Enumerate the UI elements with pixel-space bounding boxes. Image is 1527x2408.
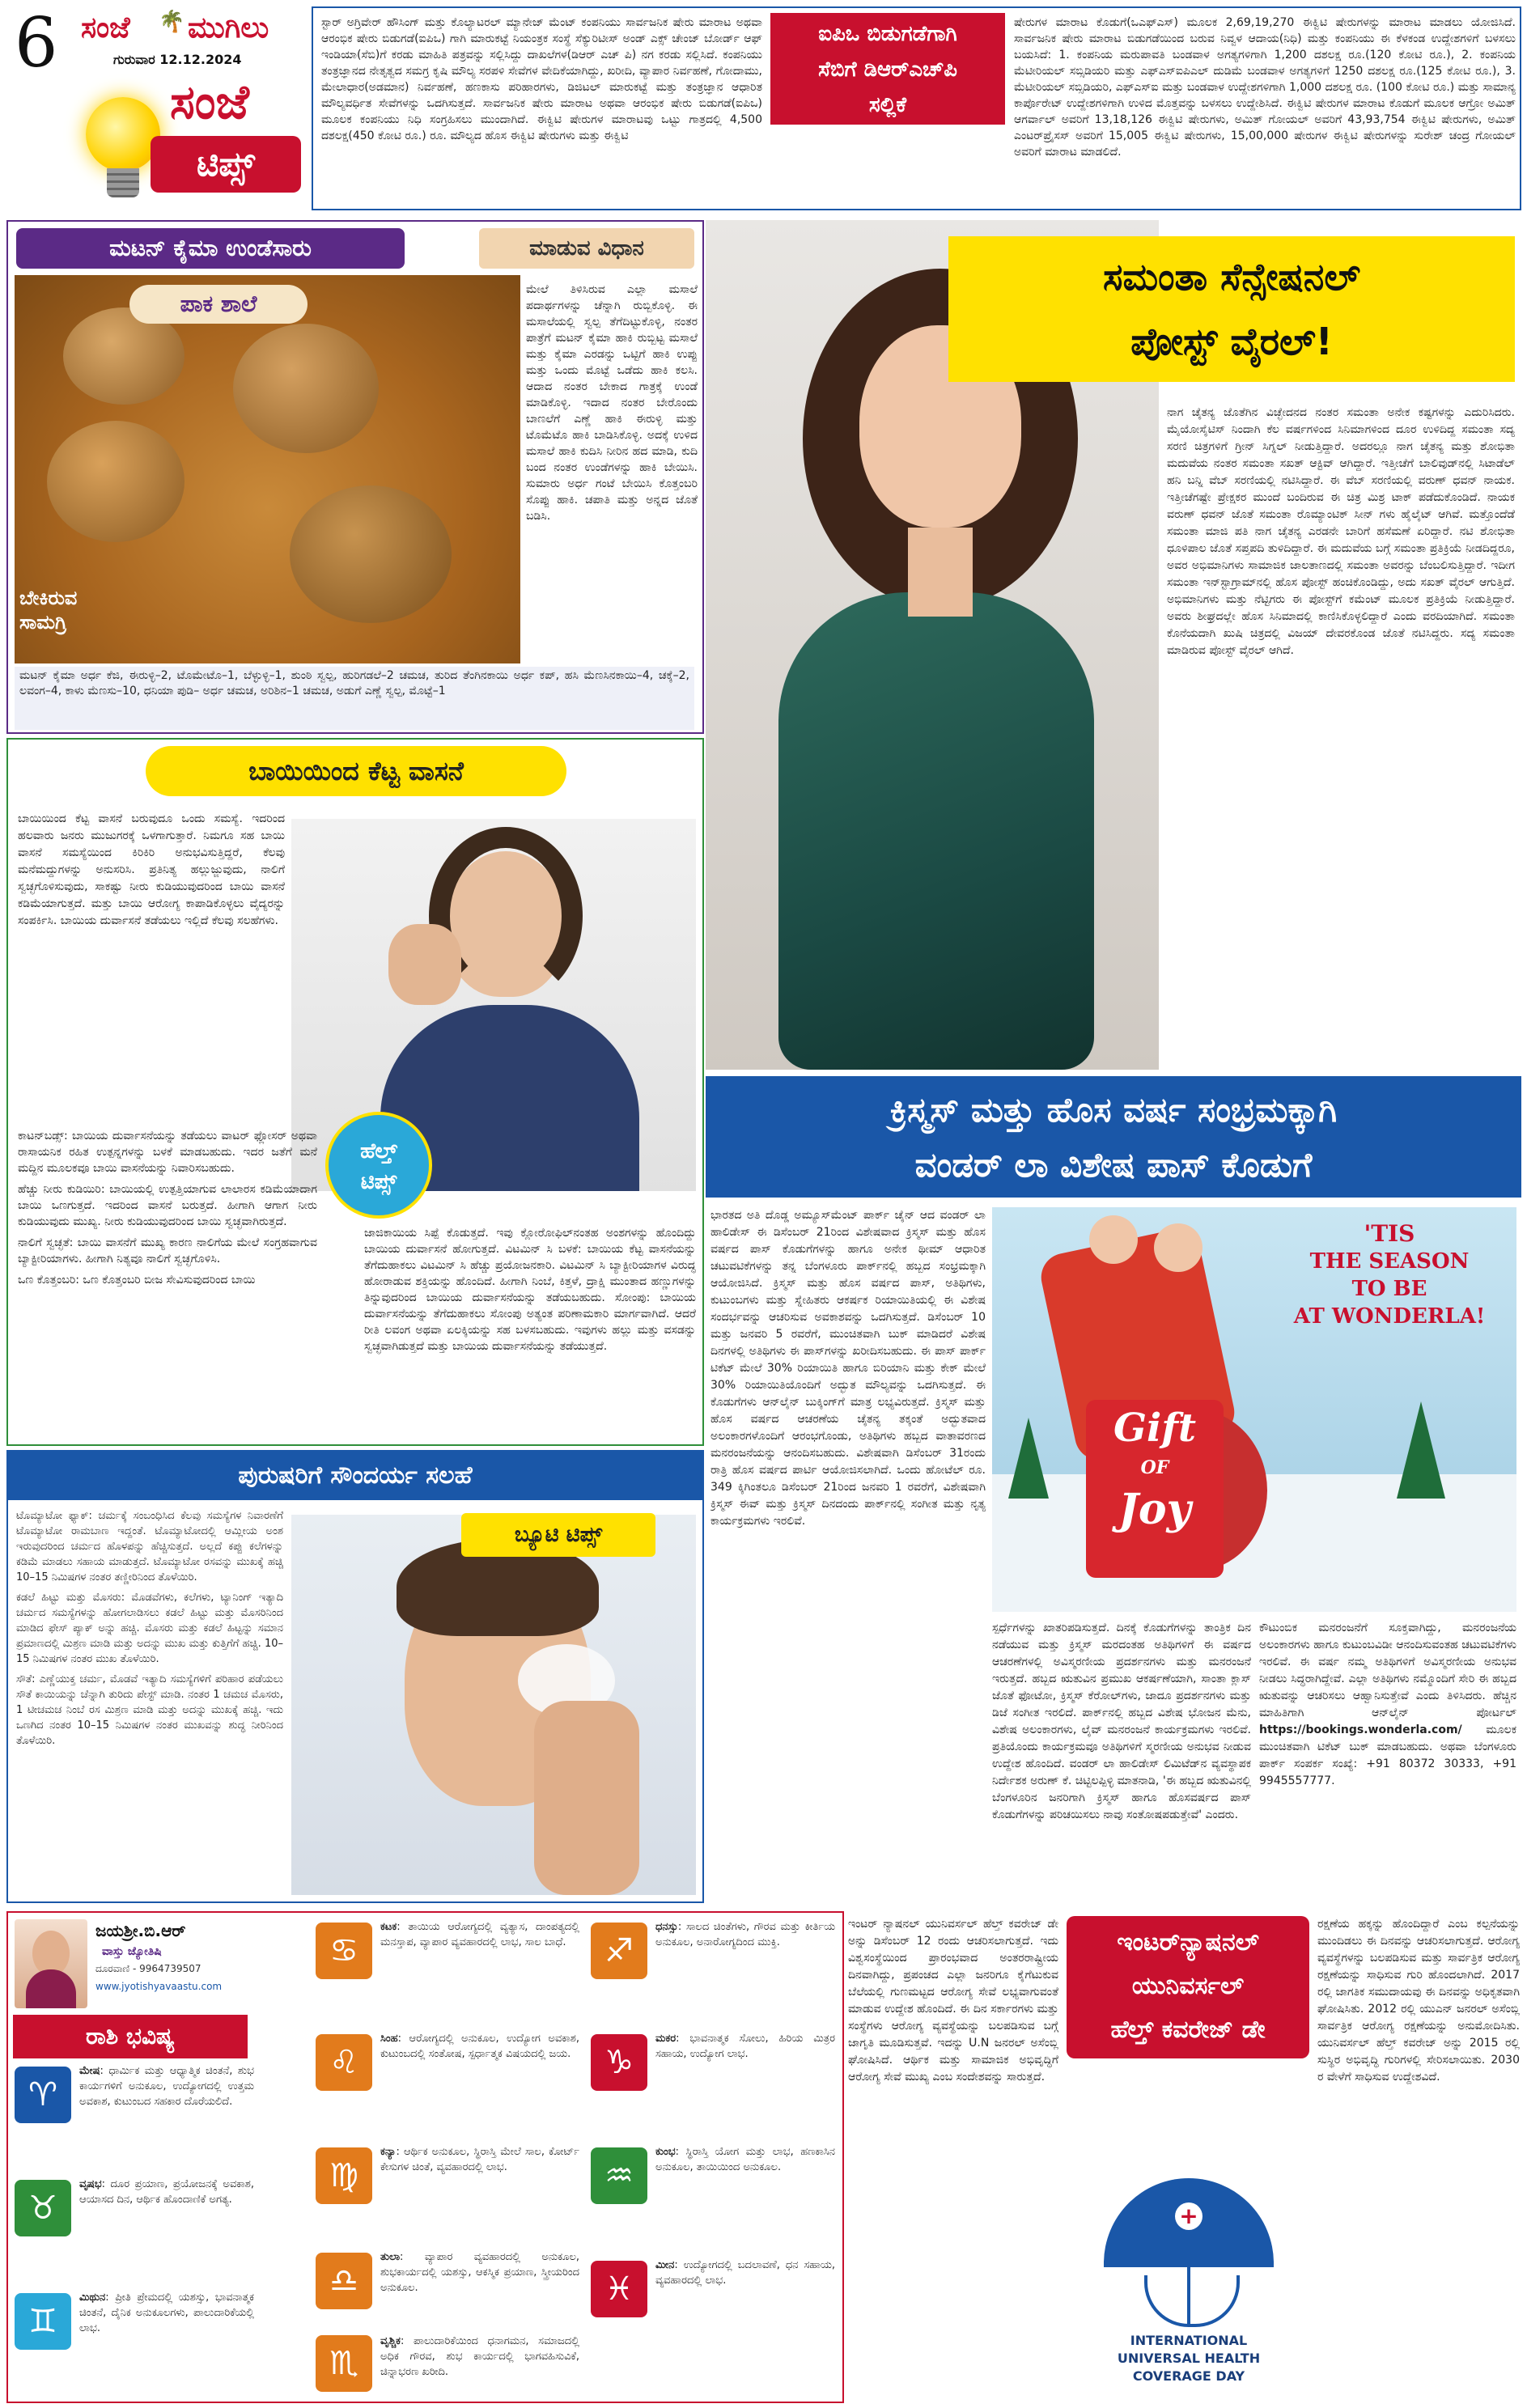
masthead-title-mugilu: ಮುಗಿಲು — [188, 11, 269, 45]
wonderla-article — [706, 1076, 1521, 1907]
rashi-name: ತುಲಾ — [380, 2251, 401, 2263]
rashi-name: ವೃಶ್ಚಿಕ — [380, 2335, 401, 2347]
section-title-sanje: ಸಂಜೆ — [170, 74, 249, 129]
ingredients-label — [19, 586, 77, 634]
aries-icon: ♈ — [15, 2067, 71, 2123]
ad-tagline-line-1: 'TIS — [1364, 1220, 1415, 1247]
recipe-method-text: ಮೇಲೆ ತಿಳಿಸಿರುವ ಎಲ್ಲಾ ಮಸಾಲೆ ಪದಾರ್ಥಗಳನ್ನು ಚೆನ್ನಾಗಿ ರುಬ್ಬಿಕೊಳ್ಳಿ. ಈ ಮಸಾಲೆಯಲ್ಲಿ ಸ್ವಲ್ಪ ತೆಗೆದಿಟ್ಟುಕೊಳ್ಳಿ, ನಂತರ ಪಾತ್ರೆಗೆ ಮಟನ್ ಕೈಮಾ ಹಾಕಿ ರುಬ್ಬಿಟ್ಟ ಮಸಾಲೆ ಮತ್ತು ಕೈಮಾ ಎರಡನ್ನು ಒಟ್ಟಿಗೆ ಹಾಕಿ ಉಪ್ಪು ಮತ್ತು ಒಂದು ಮೊಟ್ಟೆ ಒಡೆದು ಹಾಕಿ ಕಲಸಿ. ಆದಾದ ನಂತರ ಬೇಕಾದ ಗಾತ್ರಕ್ಕೆ ಉಂಡೆ ಮಾಡಿಕೊಳ್ಳಿ. ಇದಾದ ನಂತರ ಬೇರೊಂದು ಬಾಣಲೆಗೆ ಎಣ್ಣೆ ಹಾಕಿ ಈರುಳ್ಳಿ ಮತ್ತು ಟೊಮೆಟೊ ಹಾಕಿ ಬಾಡಿಸಿಕೊಳ್ಳಿ. ಅದಕ್ಕೆ ಉಳಿದ ಮಸಾಲೆ ಹಾಕಿ ಕುದಿಸಿ ನೀರಿನ ಹದ ಮಾಡಿ, ಕುದಿ ಬಂದ ನಂತರ ಉಂಡೆಗಳನ್ನು ಹಾಕಿ ಬೇಯಿಸಿ. ಸುಮಾರು ಅರ್ಧ ಗಂಟೆ ಬೇಯಿಸಿ ಕೊತ್ತಂಬರಿ ಸೊಪ್ಪು ಹಾಕಿ. ಚಪಾತಿ ಮತ್ತು ಅನ್ನದ ಜೊತೆ ಬಡಿಸಿ. — [526, 283, 698, 523]
wonderla-col3 — [1259, 1620, 1516, 1899]
ad-tagline-line-4: AT WONDERLA! — [1293, 1304, 1486, 1329]
scorpio-icon: ♏ — [316, 2335, 372, 2392]
ad-tagline-line-2: THE SEASON — [1309, 1249, 1470, 1274]
rashi-text: ಸಾಲದ ಚಿಂತೆಗಳು, ಗೌರವ ಮತ್ತು ಕೀರ್ತಿಯ ಅನುಕೂಲ, ಅನಾರೋಗ್ಯದಿಂದ ಮುಕ್ತಿ. — [655, 1921, 835, 1948]
wonderla-col1: ಭಾರತದ ಅತಿ ದೊಡ್ಡ ಅಮ್ಯೂಸ್‌ಮೆಂಟ್ ಪಾರ್ಕ್ ಚೈನ್ ಆದ ವಂಡರ್ ಲಾ ಹಾಲಿಡೇಸ್ ಈ ಡಿಸೆಂಬರ್ 21ರಿಂದ ವಿಶೇಷವಾದ ಕ್ರಿಸ್ಮಸ್ ಮತ್ತು ಹೊಸ ವರ್ಷದ ಪಾಸ್ ಕೊಡುಗೆಗಳನ್ನು ಹಾಗೂ ಅನೇಕ ಥೀಮ್ ಆಧಾರಿತ ಚಟುವಟಿಕೆಗಳನ್ನು ತನ್ನ ಬೆಂಗಳೂರು ಪಾರ್ಕ್‌ನಲ್ಲಿ ಹಬ್ಬದ ಸಂಭ್ರಮಕ್ಕಾಗಿ ಆಯೋಜಿಸಿದೆ. ಕ್ರಿಸ್ಮಸ್ ಮತ್ತು ಹೊಸ ವರ್ಷದ ಪಾಸ್, ಅತಿಥಿಗಳು, ಕುಟುಂಬಗಳು ಮತ್ತು ಸ್ನೇಹಿತರು ಆಕರ್ಷಕ ರಿಯಾಯಿತಿಯಲ್ಲಿ ಈ ವಿಶೇಷ ಸಂದರ್ಭವನ್ನು ಆಚರಿಸುವ ಅವಕಾಶವನ್ನು ಒದಗಿಸುತ್ತದೆ. ಡಿಸೆಂಬರ್ 10 ಮತ್ತು ಜನವರಿ 5 ರವರೆಗೆ, ಮುಂಚಿತವಾಗಿ ಬುಕ್ ಮಾಡಿದರೆ ವಿಶೇಷ ದಿನಗಳಲ್ಲಿ ಅತಿಥಿಗಳು ಈ ಪಾಸ್‌ಗಳನ್ನು ಖರೀದಿಸಬಹುದು. ಈ ಪಾಸ್ ಪಾರ್ಕ್ ಟಿಕೆಟ್ ಮೇಲೆ 30% ರಿಯಾಯಿತಿ ಹಾಗೂ ಬಿರಿಯಾನಿ ಮತ್ತು ಕೇಕ್ ಮೇಲೆ 30% ರಿಯಾಯಿತಿಯೊಂದಿಗೆ ಅದ್ಭುತ ಮೌಲ್ಯವನ್ನು ಒದಗಿಸುತ್ತದೆ. ಈ ಕೊಡುಗೆಗಳು ಆನ್‌ಲೈನ್ ಬುಕ್ಕಿಂಗ್‌ಗೆ ಮಾತ್ರ ಲಭ್ಯವಿರುತ್ತದೆ. ಕ್ರಿಸ್ಮಸ್ ಮತ್ತು ಹೊಸ ವರ್ಷದ ಆಚರಣೆಯ ಚೈತನ್ಯ ತಕ್ಕಂತೆ ಅದ್ಭುತವಾದ ಅಲಂಕಾರಗಳೊಂದಿಗೆ ಆರಂಭಗೊಂಡು, ಅತಿಥಿಗಳು ಹಬ್ಬದ ವಾತಾವರಣದ ಮನರಂಜನೆಯನ್ನು ಆನಂದಿಸಬಹುದು. ವಿಶೇಷವಾಗಿ ಡಿಸೆಂಬರ್ 31ರಂದು ರಾತ್ರಿ ಹೊಸ ವರ್ಷದ ಪಾರ್ಟಿ ಆಯೋಜಿಸಲಾಗಿದೆ. ಒಂದು ಹೋಟೆಲ್ ರೂ. 349 ಕ್ಕಿಗಿಂತಲೂ ಡಿಸೆಂಬರ್ 21ರಿಂದ ಜನವರಿ 1 ರವರೆಗೆ, ವಿಶೇಷವಾಗಿ ಕ್ರಿಸ್ಮಸ್ ಈವ್ ಮತ್ತು ಕ್ರಿಸ್ಮಸ್ ದಿನದಂದು ಪಾರ್ಕ್‌ನಲ್ಲಿ ಸಂಗೀತ ಮತ್ತು ನೃತ್ಯ ಕಾರ್ಯಕ್ರಮಗಳು ಇರಲಿವೆ. — [710, 1209, 986, 1528]
rashi-tula: ♎ ತುಲಾ: ವ್ಯಾಪಾರ ವ್ಯವಹಾರದಲ್ಲಿ ಅನುಕೂಲ, ಶುಭಕಾರ್ಯದಲ್ಲಿ ಯಶಸ್ಸು, ಆಕಸ್ಮಿಕ ಪ್ರಯಾಣ, ಸ್ತ್ರೀಯರಿಂದ ಅನುಕೂಲ. — [316, 2249, 583, 2330]
capricorn-icon: ♑ — [591, 2034, 647, 2091]
uhc-headline-line-2: ಯುನಿವರ್ಸಲ್ — [1131, 1972, 1245, 2000]
uhc-logo — [1071, 2178, 1306, 2397]
astrologer-name: ಜಯಶ್ರೀ.ಬಿ.ಆರ್ — [95, 1921, 186, 1940]
uhc-headline-line-3: ಹೆಲ್ತ್ ಕವರೇಜ್ ಡೇ — [1110, 2016, 1266, 2044]
beauty-article — [6, 1450, 704, 1903]
ipo-headline-line-2: ಸೆಬಿಗೆ ಡಿಆರ್‌ಎಚ್‌ಪಿ — [818, 57, 957, 82]
beauty-tips-label: ಬ್ಯೂಟಿ ಟಿಪ್ಸ್ — [461, 1513, 655, 1557]
recipe-article — [6, 220, 704, 734]
beauty-para-2: ಕಡಲೆ ಹಿಟ್ಟು ಮತ್ತು ಮೊಸರು: ಮೊಡವೆಗಳು, ಕಲೆಗಳು, ಟ್ಯಾನಿಂಗ್ ಇತ್ಯಾದಿ ಚರ್ಮದ ಸಮಸ್ಯೆಗಳನ್ನು ಹೋಗಲಾಡಿಸಲು ಕಡಲೆ ಹಿಟ್ಟು ಮತ್ತು ಮೊಸರಿನಿಂದ ಮಾಡಿದ ಫೇಸ್ ಪ್ಯಾಕ್ ಅನ್ನು ಹಚ್ಚಿ. ಮೊಸರು ಮತ್ತು ಕಡಲೆ ಹಿಟ್ಟನ್ನು ಸಮಾನ ಪ್ರಮಾಣದಲ್ಲಿ ಮಿಶ್ರಣ ಮಾಡಿ ಮತ್ತು ಅದನ್ನು ಮುಖ ಮತ್ತು ಕುತ್ತಿಗೆಗೆ ಹಚ್ಚಿ. 10–15 ನಿಮಿಷಗಳ ನಂತರ ಮುಖ ತೊಳೆಯಿರಿ. — [16, 1592, 283, 1665]
rashi-name: ಧನಸ್ಸು — [655, 1921, 678, 1933]
page-number: 6 — [15, 3, 58, 83]
ipo-right-text: ಷೇರುಗಳ ಮಾರಾಟ ಕೊಡುಗೆ(ಒಎಫ್ಎಸ್) ಮೂಲಕ 2,69,19,270 ಈಕ್ವಿಟಿ ಷೇರುಗಳನ್ನು ಮಾರಾಟ ಮಾಡಲು ಯೋಜಿಸಿದೆ. ಸಾರ್ವಜನಿಕ ಷೇರು ಮಾರಾಟ ಬಿಡುಗಡೆಯಿಂದ ಬರುವ ನಿವ್ವಳ ಆದಾಯ(ನಿಧಿ) ಮತ್ತು ಕಂಪನಿಯು ಈ ಕೆಳಕಂಡ ಉದ್ದೇಶಗಳಿಗೆ ಬಳಸಲು ಬಯಸಿದೆ: 1. ಕಂಪನಿಯ ಮರುಪಾವತಿ ಬಂಡವಾಳ ಅಗತ್ಯಗಳಿಗಾಗಿ 1,200 ದಶಲಕ್ಷ ರೂ.(120 ಕೋಟಿ ರೂ.), 2. ಕಂಪನಿಯ ಮೆಟೀರಿಯಲ್ ಸಬ್ಸಿಡಿಯರಿ ಮತ್ತು ಎಫ್‌ಎಸ್‌ಐಪಿಎಲ್ ದುಡಿಮೆ ಬಂಡವಾಳ ಅಗತ್ಯಗಳಿಗೆ 1250 ದಶಲಕ್ಷ ರೂ.(125 ಕೋಟಿ ರೂ.), 3. ಮೆಟೀರಿಯಲ್ ಸಬ್ಸಿಡಿಯರಿ, ಎಫ್ಎಸ್ಐ ಮತ್ತು ಬಂಡವಾಳ ಉದ್ದೇಶಗಳಿಗಾಗಿ 1,000 ದಶಲಕ್ಷ ರೂ. (100 ಕೋಟಿ ರೂ.) ಮತ್ತು ಸಾಮಾನ್ಯ ಕಾರ್ಪೊರೇಟ್ ಉದ್ದೇಶಗಳಿಗಾಗಿ ಉಳಿದ ಮೊತ್ತವನ್ನು ಬಳಸಲು ಉದ್ದೇಶಿಸಿದೆ. ಈಕ್ವಿಟಿ ಷೇರುಗಳ ಮಾರಾಟ ಕೊಡುಗೆ ಮೂಲಕ ಆಗ್ರೋ ಅಮಿತ್ ಆಗರ್ವಾಲ್ ಅವರಿಗೆ 13,18,126 ಈಕ್ವಿಟಿ ಷೇರುಗಳು, ಅಮಿತ್ ಗೋಯಲ್ ಅವರಿಗೆ 43,93,754 ಈಕ್ವಿಟಿ ಷೇರುಗಳು, ಅಮಿತ್ ಎಂಟರ್‌ಪ್ರೈಸಸ್ ಅವರಿಗೆ 15,005 ಈಕ್ವಿಟಿ ಷೇರುಗಳು, 15,00,000 ಷೇರುಗಳ ಈಕ್ವಿಟಿ ಷೇರುಗಳನ್ನು ಸುರೇಶ್ ಚಂದ್ರ ಗೋಯಲ್ ಅವರಿಗೆ ಮಾರಾಟ ಮಾಡಲಿದೆ. — [1014, 16, 1516, 159]
rashi-mesha: ♈ ಮೇಷ: ಧಾರ್ಮಿಕ ಮತ್ತು ಆಧ್ಯಾತ್ಮಿಕ ಚಿಂತನೆ, ಶುಭ ಕಾರ್ಯಗಳಿಗೆ ಅನುಕೂಲ, ಉದ್ಯೋಗದಲ್ಲಿ ಉತ್ತಮ ಅವಕಾಶ, ಕುಟುಂಬದ ಸಹಕಾರ ದೊರೆಯಲಿದೆ. — [15, 2063, 257, 2170]
rashi-meena: ♓ ಮೀನ: ಉದ್ಯೋಗದಲ್ಲಿ ಬದಲಾವಣೆ, ಧನ ಸಹಾಯ, ವ್ಯವಹಾರದಲ್ಲಿ ಲಾಭ. — [591, 2258, 838, 2364]
wonderla-headline — [706, 1076, 1521, 1198]
wonderla-headline-line-2: ವಂಡರ್ ಲಾ ವಿಶೇಷ ಪಾಸ್ ಕೊಡುಗೆ — [914, 1145, 1313, 1185]
beauty-col1 — [16, 1508, 283, 1897]
bad-breath-para-3: ಹೆಚ್ಚು ನೀರು ಕುಡಿಯಿರಿ: ಬಾಯಿಯಲ್ಲಿ ಉತ್ಪತ್ತಿಯಾಗುವ ಲಾಲಾರಸ ಕಡಿಮೆಯಾದಾಗ ಬಾಯಿ ಒಣಗುತ್ತದೆ. ಇದರಿಂದ ವಾಸನೆ ಬರುತ್ತದೆ. ಹೀಗಾಗಿ ಆಗಾಗ ನೀರು ಕುಡಿಯುವುದು ಮುಖ್ಯ. ನೀರು ಕುಡಿಯುವುದರಿಂದ ಬಾಯಿ ಸ್ವಚ್ಛವಾಗಿರುತ್ತದೆ. — [18, 1183, 317, 1228]
bad-breath-title: ಬಾಯಿಯಿಂದ ಕೆಟ್ಟ ವಾಸನೆ — [146, 746, 566, 796]
mutton-kofta-photo — [15, 275, 520, 663]
rashi-section-title: ರಾಶಿ ಭವಿಷ್ಯ — [13, 2015, 248, 2058]
rashi-name: ಮಿಥುನ — [79, 2291, 106, 2304]
bad-breath-para-4: ನಾಲಿಗೆ ಸ್ವಚ್ಛತೆ: ಬಾಯಿ ವಾಸನೆಗೆ ಮುಖ್ಯ ಕಾರಣ ನಾಲಿಗೆಯ ಮೇಲೆ ಸಂಗ್ರಹವಾಗುವ ಬ್ಯಾಕ್ಟೀರಿಯಾಗಳು. ಹೀಗಾಗಿ ನಿತ್ಯವೂ ನಾಲಿಗೆ ಸ್ವಚ್ಛಗೊಳಿಸಿ. — [18, 1236, 317, 1265]
rashi-vrishchika: ♏ ವೃಶ್ಚಿಕ: ಪಾಲುದಾರಿಕೆಯಿಂದ ಧನಾಗಮನ, ಸಮಾಜದಲ್ಲಿ ಅಧಿಕ ಗೌರವ, ಶುಭ ಕಾರ್ಯದಲ್ಲಿ ಭಾಗವಹಿಸುವಿಕೆ, ಚಿನ್ನಾಭರಣ ಖರೀದಿ. — [316, 2334, 583, 2400]
taurus-icon: ♉ — [15, 2180, 71, 2236]
beauty-para-3: ಸೌತೆ: ಎಣ್ಣೆಯುಕ್ತ ಚರ್ಮ, ಮೊಡವೆ ಇತ್ಯಾದಿ ಸಮಸ್ಯೆಗಳಿಗೆ ಪರಿಹಾರ ಪಡೆಯಲು ಸೌತೆ ಕಾಯಿಯನ್ನು ಚೆನ್ನಾಗಿ ತುರಿದು ಪೇಸ್ಟ್ ಮಾಡಿ. ನಂತರ 1 ಚಮಚ ಮೊಸರು, 1 ಟೀಚಮಚ ನಿಂಬೆ ರಸ ಮಿಶ್ರಣ ಮಾಡಿ ಮತ್ತು ಅದನ್ನು ಮುಖಕ್ಕೆ ಹಚ್ಚಿ. ಇದು ಒಣಗಿದ ನಂತರ 10–15 ನಿಮಿಷಗಳ ನಂತರ ಮುಖವನ್ನು ಶುದ್ಧ ನೀರಿನಿಂದ ತೊಳೆಯಿರಿ. — [16, 1673, 283, 1747]
uhc-headline-line-1: ಇಂಟರ್‌ನ್ಯಾಷನಲ್ — [1117, 1928, 1259, 1956]
rashi-text: ಆರ್ಥಿಕ ಅನುಕೂಲ, ಸ್ಥಿರಾಸ್ತಿ ಮೇಲೆ ಸಾಲ, ಕೋರ್ಟ್ ಕೇಸುಗಳ ಚಿಂತೆ, ವ್ಯವಹಾರದಲ್ಲಿ ಲಾಭ. — [380, 2146, 579, 2173]
rashi-text: ಧಾರ್ಮಿಕ ಮತ್ತು ಆಧ್ಯಾತ್ಮಿಕ ಚಿಂತನೆ, ಶುಭ ಕಾರ್ಯಗಳಿಗೆ ಅನುಕೂಲ, ಉದ್ಯೋಗದಲ್ಲಿ ಉತ್ತಮ ಅವಕಾಶ, ಕುಟುಂಬದ ಸಹಕಾರ ದೊರೆಯಲಿದೆ. — [79, 2065, 254, 2108]
bad-breath-article — [6, 738, 704, 1446]
samantha-headline-line-1: ಸಮಂತಾ ಸೆನ್ಸೇಷನಲ್ — [1102, 255, 1361, 299]
ipo-headline-line-3: ಸಲ್ಲಿಕೆ — [868, 93, 907, 117]
issue-date: ಗುರುವಾರ 12.12.2024 — [113, 52, 242, 67]
gemini-icon: ♊ — [15, 2293, 71, 2350]
rashi-vrishabha: ♉ ವೃಷಭ: ದೂರ ಪ್ರಯಾಣ, ಪ್ರಯೋಜನಕ್ಕೆ ಅವಕಾಶ, ಆಯಾಸದ ದಿನ, ಆರ್ಥಿಕ ಹೊಂದಾಣಿಕೆ ಅಗತ್ಯ. — [15, 2177, 257, 2283]
pisces-icon: ♓ — [591, 2261, 647, 2317]
rashi-text: ಆರೋಗ್ಯದಲ್ಲಿ ಅನುಕೂಲ, ಉದ್ಯೋಗ ಅವಕಾಶ, ಕುಟುಂಬದಲ್ಲಿ ಸಂತೋಷ, ಸ್ಪರ್ಧಾತ್ಮಕ ವಿಷಯದಲ್ಲಿ ಜಯ. — [380, 2033, 579, 2060]
medical-cross-icon: + — [1175, 2202, 1203, 2230]
rashi-text: ಸ್ಥಿರಾಸ್ತಿ ಯೋಗ ಮತ್ತು ಲಾಭ, ಹಣಕಾಸಿನ ಅನುಕೂಲ, ತಾಯಿಯಿಂದ ಅನುಕೂಲ. — [655, 2146, 835, 2173]
section-title-tips: ಟಿಪ್ಸ್ — [151, 136, 301, 193]
palm-icon: 🌴 — [159, 10, 185, 34]
ipo-headline-line-1: ಐಪಿಒ ಬಿಡುಗಡೆಗಾಗಿ — [818, 22, 957, 46]
samantha-headline-line-2: ಪೋಸ್ಟ್ ವೈರಲ್! — [1130, 320, 1333, 363]
recipe-title: ಮಟನ್ ಕೈಮಾ ಉಂಡೆಸಾರು — [16, 228, 405, 269]
cancer-icon: ♋ — [316, 1923, 372, 1979]
rashi-name: ಮೀನ — [655, 2259, 675, 2271]
joy-word: Joy — [1118, 1485, 1191, 1534]
bad-breath-col2: ಜಾಜಿಕಾಯಿಯ ಸಿಪ್ಪೆ ಕೊಡುತ್ತದೆ. ಇವು ಕ್ಲೋರೋಫಿಲ್‌ನಂತಹ ಅಂಶಗಳನ್ನು ಹೊಂದಿದ್ದು ಬಾಯಿಯ ದುರ್ವಾಸನೆ ಹೋಗುತ್ತದೆ. ವಿಟಮಿನ್ ಸಿ ಬಳಕೆ: ಬಾಯಿಯ ಕೆಟ್ಟ ವಾಸನೆಯನ್ನು ತೆಗೆದುಹಾಕಲು ವಿಟಮಿನ್ ಸಿ ಹೆಚ್ಚು ಪ್ರಯೋಜನಕಾರಿ. ವಿಟಮಿನ್ ಸಿ ಬ್ಯಾಕ್ಟೀರಿಯಾಗಳ ವಿರುದ್ಧ ಹೋರಾಡುವ ಶಕ್ತಿಯನ್ನು ಹೊಂದಿದೆ. ಹೀಗಾಗಿ ನಿಂಬೆ, ಕಿತ್ತಳೆ, ದ್ರಾಕ್ಷಿ ಮುಂತಾದ ಹಣ್ಣುಗಳನ್ನು ತಿನ್ನುವುದರಿಂದ ಬಾಯಿಯ ದುರ್ವಾಸನೆಯನ್ನು ತಡೆಯಬಹುದು. ಸೋಂಪು: ಬಾಯಿಯ ದುರ್ವಾಸನೆಯನ್ನು ತೆಗೆದುಹಾಕಲು ಸೋಂಪು ಅತ್ಯಂತ ಪರಿಣಾಮಕಾರಿ ಮಾರ್ಗವಾಗಿದೆ. ಆದರೆ ರೀತಿ ಲವಂಗ ಅಥವಾ ಏಲಕ್ಕಿಯನ್ನು ಸಹ ಬಳಸಬಹುದು. ಇವುಗಳು ಹಲ್ಲು ಮತ್ತು ವಸಡನ್ನು ಸ್ವಚ್ಛವಾಗಿಡುತ್ತದೆ ಮತ್ತು ಬಾಯಿಯ ದುರ್ವಾಸನೆಯನ್ನು ತಡೆಯುತ್ತದೆ. — [364, 1227, 696, 1353]
aquarius-icon: ♒ — [591, 2147, 647, 2204]
gift-word: Gift — [1113, 1405, 1197, 1451]
uhc-col2: ರಕ್ಷಣೆಯ ಹಕ್ಕನ್ನು ಹೊಂದಿದ್ದಾರೆ ಎಂಬ ಕಲ್ಪನೆಯನ್ನು ಮುಂದಿಡಲು ಈ ದಿನವನ್ನು ಆಚರಿಸಲಾಗುತ್ತದೆ. ಆರೋಗ್ಯ ವ್ಯವಸ್ಥೆಗಳನ್ನು ಬಲಪಡಿಸುವ ಮತ್ತು ಸಾರ್ವತ್ರಿಕ ಆರೋಗ್ಯ ರಕ್ಷಣೆಯನ್ನು ಸಾಧಿಸುವ ಗುರಿ ಹೊಂದಲಾಗಿದೆ. 2017 ರಲ್ಲಿ ಜಾಗತಿಕ ಸಮುದಾಯವು ಈ ದಿನವನ್ನು ಅಧಿಕೃತವಾಗಿ ಘೋಷಿಸಿತು. 2012 ರಲ್ಲಿ ಯುಎನ್ ಜನರಲ್ ಅಸೆಂಬ್ಲಿ ಸಾರ್ವತ್ರಿಕ ಆರೋಗ್ಯ ರಕ್ಷಣೆಯನ್ನು ಅನುಮೋದಿಸಿತು. ಯುನಿವರ್ಸಲ್ ಹೆಲ್ತ್ ಕವರೇಜ್ ಅನ್ನು 2015 ರಲ್ಲಿ ಸುಸ್ಥಿರ ಅಭಿವೃದ್ಧಿ ಗುರಿಗಳಲ್ಲಿ ಸೇರಿಸಲಾಯಿತು. 2030 ರ ವೇಳೆಗೆ ಸಾಧಿಸುವ ಉದ್ದೇಶವಿದೆ. — [1317, 1918, 1520, 2084]
rashi-name: ಕನ್ಯಾ — [380, 2146, 397, 2158]
bad-breath-col1 — [18, 1128, 317, 1435]
wonderla-col3-text: ಕೌಟುಂಬಿಕ ಮನರಂಜನೆಗೆ ಸೂಕ್ತವಾಗಿದ್ದು, ಮನರಂಜನೆಯ ಅಲಂಕಾರಗಳು ಹಾಗೂ ಕುಟುಂಬವಿಡೀ ಆನಂದಿಸುವಂತಹ ಚಟುವಟಿಕೆಗಳು ಇರಲಿವೆ. ಈ ವರ್ಷ ನಮ್ಮ ಅತಿಥಿಗಳಿಗೆ ಅವಿಸ್ಮರಣೀಯ ಅನುಭವ ನೀಡಲು ಸಿದ್ಧರಾಗಿದ್ದೇವೆ. ಎಲ್ಲಾ ಅತಿಥಿಗಳು ನಮ್ಮೊಂದಿಗೆ ಸೇರಿ ಈ ಹಬ್ಬದ ಋತುವನ್ನು ಆಚರಿಸಲು ಆಹ್ವಾನಿಸುತ್ತೇವೆ ಎಂದು ತಿಳಿಸಿದರು. ಹೆಚ್ಚಿನ ಮಾಹಿತಿಗಾಗಿ ಆನ್‌ಲೈನ್ ಪೋರ್ಟಲ್ — [1259, 1622, 1516, 1719]
wonderla-booking-link[interactable]: https://bookings.wonderla.com/ — [1259, 1723, 1462, 1736]
beauty-para-1: ಟೊಮ್ಯಾಟೋ ಫ್ಯಾಕ್: ಚರ್ಮಕ್ಕೆ ಸಂಬಂಧಿಸಿದ ಕೆಲವು ಸಮಸ್ಯೆಗಳ ನಿವಾರಣೆಗೆ ಟೊಮ್ಯಾಟೋ ರಾಮಬಾಣ ಇದ್ದಂತೆ. ಟೊಮ್ಯಾಟೋದಲ್ಲಿ ಆಮ್ಲೀಯ ಅಂಶ ಇರುವುದರಿಂದ ಚರ್ಮದ ಹೊಳಪನ್ನು ಹೆಚ್ಚಿಸುತ್ತದೆ. ಅಲ್ಲದೆ ಕಪ್ಪು ಕಲೆಗಳನ್ನು ಕಡಿಮೆ ಮಾಡಲು ಸಹಾಯ ಮಾಡುತ್ತದೆ. ಟೊಮ್ಯಾಟೋ ರಸವನ್ನು ಮುಖಕ್ಕೆ ಹಚ್ಚಿ 10–15 ನಿಮಿಷಗಳ ನಂತರ ತಣ್ಣೀರಿನಿಂದ ತೊಳೆಯಿರಿ. — [16, 1510, 283, 1583]
kitchen-label: ಪಾಕ ಶಾಲೆ — [129, 285, 308, 324]
health-tips-badge — [325, 1112, 432, 1219]
masthead-title-sanje: ಸಂಜೆ — [81, 11, 130, 45]
health-badge-line-1: ಹೆಲ್ತ್ — [360, 1139, 397, 1164]
wonderla-ad-tagline — [1272, 1220, 1507, 1330]
ad-tagline-line-3: TO BE — [1351, 1277, 1427, 1301]
bad-breath-para-2: ಕಾಟನ್‌ಬಡ್ಸ್: ಬಾಯಿಯ ದುರ್ವಾಸನೆಯನ್ನು ತಡೆಯಲು ವಾಟರ್ ಫ್ಲೋಸರ್ ಅಥವಾ ರಾಸಾಯನಿಕ ರಹಿತ ಉತ್ಪನ್ನಗಳನ್ನು ಬಳಕೆ ಮಾಡಬಹುದು. ಇದರ ಜತೆಗೆ ಮನೆ ಮದ್ದಿನ ಮೂಲಕವೂ ಬಾಯಿ ವಾಸನೆಯನ್ನು ನಿವಾರಿಸಬಹುದು. — [18, 1130, 317, 1175]
rashi-text: ಪ್ರೀತಿ ಪ್ರೇಮದಲ್ಲಿ ಯಶಸ್ಸು, ಭಾವನಾತ್ಮಕ ಚಿಂತನೆ, ದೈನಿಕ ಅನುಕೂಲಗಳು, ಪಾಲುದಾರಿಕೆಯಲ್ಲಿ ಲಾಭ. — [79, 2291, 254, 2334]
ipo-headline-box — [770, 13, 1005, 125]
rashi-makara: ♑ ಮಕರ: ಭಾವನಾತ್ಮಕ ಸೋಲು, ಹಿರಿಯ ಮಿತ್ರರ ಸಹಾಯ, ಉದ್ಯೋಗ ಲಾಭ. — [591, 2031, 838, 2138]
rashi-text: ಉದ್ಯೋಗದಲ್ಲಿ ಬದಲಾವಣೆ, ಧನ ಸಹಾಯ, ವ್ಯವಹಾರದಲ್ಲಿ ಲಾಭ. — [655, 2259, 835, 2287]
rashi-text: ವ್ಯಾಪಾರ ವ್ಯವಹಾರದಲ್ಲಿ ಅನುಕೂಲ, ಶುಭಕಾರ್ಯದಲ್ಲಿ ಯಶಸ್ಸು, ಆಕಸ್ಮಿಕ ಪ್ರಯಾಣ, ಸ್ತ್ರೀಯರಿಂದ ಅನುಕೂಲ. — [380, 2251, 579, 2294]
astrologer-photo — [15, 1919, 87, 2008]
astrologer-website[interactable]: www.jyotishyavaastu.com — [95, 1981, 223, 1992]
of-word: OF — [1140, 1457, 1169, 1478]
wonderla-col3-tail: ಮೂಲಕ ಮುಂಚಿತವಾಗಿ ಟಿಕೆಟ್ ಬುಕ್ ಮಾಡಬಹುದು. ಅಥವಾ ಬೆಂಗಳೂರು ಪಾರ್ಕ್ ಸಂಪರ್ಕ ಸಂಖ್ಯೆ: +91 80372 30333, +91 9945557777. — [1259, 1723, 1516, 1787]
uhc-logo-line-3: COVERAGE DAY — [1132, 2368, 1245, 2384]
uhc-day-article — [848, 1911, 1521, 2403]
uhc-col1: ಇಂಟರ್ ನ್ಯಾಷನಲ್ ಯುನಿವರ್ಸಲ್ ಹೆಲ್ತ್ ಕವರೇಜ್ ಡೇ ಅನ್ನು ಡಿಸೆಂಬರ್ 12 ರಂದು ಆಚರಿಸಲಾಗುತ್ತದೆ. ಇದು ವಿಶ್ವಸಂಸ್ಥೆಯಿಂದ ಪ್ರಾರಂಭವಾದ ಅಂತರರಾಷ್ಟ್ರೀಯ ದಿನವಾಗಿದ್ದು, ಪ್ರಪಂಚದ ಎಲ್ಲಾ ಜನರಿಗೂ ಕೈಗೆಟುಕುವ ಬೆಲೆಯಲ್ಲಿ ಗುಣಮಟ್ಟದ ಆರೋಗ್ಯ ಸೇವೆ ಲಭ್ಯವಾಗುವಂತೆ ಮಾಡುವ ಉದ್ದೇಶ ಹೊಂದಿದೆ. ಈ ದಿನ ಸರ್ಕಾರಗಳು ಮತ್ತು ಸಂಸ್ಥೆಗಳು ಆರೋಗ್ಯ ವ್ಯವಸ್ಥೆಯನ್ನು ಬಲಪಡಿಸುವ ಬಗ್ಗೆ ಜಾಗೃತಿ ಮೂಡಿಸುತ್ತವೆ. ಇದನ್ನು U.N ಜನರಲ್ ಅಸೆಂಬ್ಲಿ ಘೋಷಿಸಿದೆ. ಆರ್ಥಿಕ ಮತ್ತು ಸಾಮಾಜಿಕ ಅಭಿವೃದ್ಧಿಗೆ ಆರೋಗ್ಯ ಸೇವೆ ಮುಖ್ಯ ಎಂಬ ಸಂದೇಶವನ್ನು ಸಾರುತ್ತದೆ. — [848, 1918, 1058, 2084]
horoscope-section — [6, 1911, 844, 2403]
uhc-logo-line-2: UNIVERSAL HEALTH — [1117, 2351, 1261, 2366]
ingredients-label-line-1: ಬೇಕಿರುವ — [19, 587, 78, 609]
astrologer-phone: ದೂರವಾಣಿ - 9964739507 — [95, 1963, 201, 1974]
gift-of-joy-logo — [1086, 1400, 1224, 1578]
libra-icon: ♎ — [316, 2253, 372, 2309]
ipo-article — [312, 6, 1521, 210]
ipo-left-text: ಸ್ಟಾರ್ ಅಗ್ರಿವೇರ್ ಹೌಸಿಂಗ್ ಮತ್ತು ಕೊಲ್ಯಾಟರಲ್ ಮ್ಯಾನೇಜ್ ಮೆಂಟ್ ಕಂಪನಿಯು ಸಾರ್ವಜನಿಕ ಷೇರು ಮಾರಾಟ ಅಥವಾ ಆರಂಭಿಕ ಷೇರು ಬಿಡುಗಡೆ(ಐಪಿಒ) ಗಾಗಿ ಮಾರುಕಟ್ಟೆ ನಿಯಂತ್ರಕ ಸಂಸ್ಥೆ ಸೆಕ್ಯುರಿಟೀಸ್ ಅಂಡ್ ಎಕ್ಸ್ ಚೇಂಜ್ ಬೋರ್ಡ್ ಆಫ್ ಇಂಡಿಯಾ(ಸೆಬಿ)ಗೆ ಕರಡು ಮಾಹಿತಿ ಪತ್ರವನ್ನು ಸಲ್ಲಿಸಿದ್ದು ದಾಖಲೆಗಳ(ಡಿಆರ್ ಎಚ್ ಪಿ) ನಗ ಕರಡು ಸಲ್ಲಿಸಿದೆ. ಕಂಪನಿಯು ತಂತ್ರಜ್ಞಾನದ ನೇತೃತ್ವದ ಸಮಗ್ರ ಕೃಷಿ ಮೌಲ್ಯ ಸರಪಳಿ ಸೇವೆಗಳ ವೇದಿಕೆಯಾಗಿದ್ದು, ಖರೀದಿ, ವ್ಯಾಪಾರ ನಿರ್ವಹಣೆ, ಗೋದಾಮು, ಮೇಲಾಧಾರ(ಅಡಮಾನ) ನಿರ್ವಹಣೆ, ಹಣಕಾಸು ಪರಿಹಾರಗಳು, ಡಿಜಿಟಲ್ ಮಾರುಕಟ್ಟೆ ಮತ್ತು ತಂತ್ರಜ್ಞಾನ ಆಧಾರಿತ ಮೌಲ್ಯವರ್ಧಿತ ಸೇವೆಗಳನ್ನು ಒದಗಿಸುತ್ತದೆ. ಸಾರ್ವಜನಿಕ ಷೇರು ಮಾರಾಟ ಅಥವಾ ಆರಂಭಿಕ ಷೇರು ಬಿಡುಗಡೆ(ಐಪಿಒ) ಮೂಲಕ ಕಂಪನಿಯು ನಿಧಿ ಸಂಗ್ರಹಿಸಲು ಮುಂದಾಗಿದೆ. ಈಕ್ವಿಟಿ ಷೇರುಗಳ ಮಾರಾಟವು ಒಟ್ಟು ಗಾತ್ರದಲ್ಲಿ 4,500 ದಶಲಕ್ಷ(450 ಕೋಟಿ ರೂ.) ರೂ. ಮೌಲ್ಯದ ಹೊಸ ಈಕ್ವಿಟಿ ಷೇರುಗಳು ಮತ್ತು ಈಕ್ವಿಟಿ — [321, 16, 762, 142]
method-label: ಮಾಡುವ ವಿಧಾನ — [479, 228, 694, 269]
recipe-ingredients-text: ಮಟನ್ ಕೈಮಾ ಅರ್ಧ ಕೆಜಿ, ಈರುಳ್ಳಿ–2, ಟೊಮೇಟೊ–1, ಬೆಳ್ಳುಳ್ಳಿ–1, ಶುಂಠಿ ಸ್ವಲ್ಪ, ಹುರಿಗಡಲೆ–2 ಚಮಚ, ತುರಿದ ತೆಂಗಿನಕಾಯಿ ಅರ್ಧ ಕಪ್, ಹಸಿ ಮೆಣಸಿನಕಾಯಿ–4, ಚಕ್ಕೆ–2, ಲವಂಗ–4, ಕಾಳು ಮೆಣಸು–10, ಧನಿಯಾ ಪುಡಿ– ಅರ್ಧ ಚಮಚ, ಅರಿಶಿನ–1 ಚಮಚ, ಅಡುಗೆ ಎಣ್ಣೆ ಸ್ವಲ್ಪ, ಮೊಟ್ಟೆ–1 — [15, 667, 694, 730]
rashi-mithuna: ♊ ಮಿಥುನ: ಪ್ರೀತಿ ಪ್ರೇಮದಲ್ಲಿ ಯಶಸ್ಸು, ಭಾವನಾತ್ಮಕ ಚಿಂತನೆ, ದೈನಿಕ ಅನುಕೂಲಗಳು, ಪಾಲುದಾರಿಕೆಯಲ್ಲಿ ಲಾಭ. — [15, 2290, 257, 2397]
rashi-name: ಕುಂಭ — [655, 2146, 676, 2158]
rashi-text: ಭಾವನಾತ್ಮಕ ಸೋಲು, ಹಿರಿಯ ಮಿತ್ರರ ಸಹಾಯ, ಉದ್ಯೋಗ ಲಾಭ. — [655, 2033, 835, 2060]
rashi-simha: ♌ ಸಿಂಹ: ಆರೋಗ್ಯದಲ್ಲಿ ಅನುಕೂಲ, ಉದ್ಯೋಗ ಅವಕಾಶ, ಕುಟುಂಬದಲ್ಲಿ ಸಂತೋಷ, ಸ್ಪರ್ಧಾತ್ಮಕ ವಿಷಯದಲ್ಲಿ ಜಯ. — [316, 2031, 583, 2138]
ingredients-label-line-2: ಸಾಮಗ್ರಿ — [19, 611, 67, 634]
astrologer-role: ವಾಸ್ತು ಜ್ಯೋತಿಷಿ — [102, 1945, 162, 1958]
wonderla-col2: ಸ್ಪರ್ಧೆಗಳನ್ನು ಖಾತರಿಪಡಿಸುತ್ತದೆ. ದಿನಕ್ಕೆ ಕೊಡುಗೆಗಳನ್ನು ತಾಂತ್ರಿಕ ದಿನ ನಡೆಯುವ ಮತ್ತು ಕ್ರಿಸ್ಮಸ್ ಮರದಂತಹ ಅತಿಥಿಗಳಿಗೆ ಈ ವರ್ಷದ ಆಚರಣೆಗಳಲ್ಲಿ ಅವಿಸ್ಮರಣೀಯ ಪ್ರದರ್ಶನಗಳು ಮತ್ತು ಮನರಂಜನೆ ಇರುತ್ತದೆ. ಹಬ್ಬದ ಋತುವಿನ ಪ್ರಮುಖ ಆಕರ್ಷಣೆಯಾಗಿ, ಸಾಂತಾ ಕ್ಲಾಸ್ ಜೊತೆ ಫೋಟೋ, ಕ್ರಿಸ್ಮಸ್ ಕೆರೋಲ್‌ಗಳು, ಜಾದೂ ಪ್ರದರ್ಶನಗಳು ಮತ್ತು ಡಿಜೆ ಸಂಗೀತ ಇರಲಿದೆ. ಪಾರ್ಕ್‌ನಲ್ಲಿ ಹಬ್ಬದ ವಿಶೇಷ ಭೋಜನ ಮೆನು, ವಿಶೇಷ ಅಲಂಕಾರಗಳು, ಲೈವ್ ಮನರಂಜನೆ ಕಾರ್ಯಕ್ರಮಗಳು ಇರಲಿವೆ. ಪ್ರತಿಯೊಂದು ಕಾರ್ಯಕ್ರಮವೂ ಅತಿಥಿಗಳಿಗೆ ಸ್ಮರಣೀಯ ಅನುಭವ ನೀಡುವ ಉದ್ದೇಶ ಹೊಂದಿದೆ. ವಂಡರ್ ಲಾ ಹಾಲಿಡೇಸ್ ಲಿಮಿಟೆಡ್‌ನ ವ್ಯವಸ್ಥಾಪಕ ನಿರ್ದೇಶಕ ಅರುಣ್ ಕೆ. ಚಿಟ್ಟಿಲಪ್ಪಿಳ್ಳಿ ಮಾತನಾಡಿ, 'ಈ ಹಬ್ಬದ ಋತುವಿನಲ್ಲಿ ಬೆಂಗಳೂರಿನ ಜನರಿಗಾಗಿ ಕ್ರಿಸ್ಮಸ್ ಹಾಗೂ ಹೊಸವರ್ಷದ ಪಾಸ್ ಕೊಡುಗೆಗಳನ್ನು ಪರಿಚಯಿಸಲು ನಾವು ಸಂತೋಷಪಡುತ್ತೇವೆ' ಎಂದರು. — [992, 1622, 1251, 1821]
rashi-kumbha: ♒ ಕುಂಭ: ಸ್ಥಿರಾಸ್ತಿ ಯೋಗ ಮತ್ತು ಲಾಭ, ಹಣಕಾಸಿನ ಅನುಕೂಲ, ತಾಯಿಯಿಂದ ಅನುಕೂಲ. — [591, 2144, 838, 2251]
samantha-body: ನಾಗ ಚೈತನ್ಯ ಜೊತೆಗಿನ ವಿಚ್ಛೇದನದ ನಂತರ ಸಮಂತಾ ಅನೇಕ ಕಷ್ಟಗಳನ್ನು ಎದುರಿಸಿದರು. ಮೈಯೋಸೈಟಿಸ್ ನಿಂದಾಗಿ ಕೆಲ ವರ್ಷಗಳಿಂದ ಸಿನಿಮಾಗಳಿಂದ ದೂರ ಉಳಿದಿದ್ದ ಸಮಂತಾ ಸದ್ಯ ಸರಣಿ ಚಿತ್ರಗಳಿಗೆ ಗ್ರೀನ್ ಸಿಗ್ನಲ್ ನೀಡುತ್ತಿದ್ದಾರೆ. ಅದರಲ್ಲೂ ನಾಗ ಚೈತನ್ಯ ಮತ್ತು ಶೋಭಿತಾ ಮದುವೆಯ ನಂತರ ಸಮಂತಾ ಸಖತ್ ಆಕ್ಟಿವ್ ಆಗಿದ್ದಾರೆ. ಇತ್ತೀಚೆಗೆ ಬಾಲಿವುಡ್‌ನಲ್ಲಿ ಸಿಟಾಡೆಲ್ ಹನಿ ಬನ್ನಿ ವೆಬ್ ಸರಣಿಯಲ್ಲಿ ನಟಿಸಿದ್ದಾರೆ. ಈ ವೆಬ್ ಸರಣಿಯಲ್ಲಿ ವರುಣ್ ಧವನ್ ನಾಯಕ. ಇತ್ತೀಚೆಗಷ್ಟೇ ಪ್ರೇಕ್ಷಕರ ಮುಂದೆ ಬಂದಿರುವ ಈ ಚಿತ್ರ ಮಿಶ್ರ ಟಾಕ್ ಪಡೆದುಕೊಂಡಿದೆ. ನಾಯಕ ವರುಣ್ ಧವನ್ ಜೊತೆ ಸಮಂತಾ ರೊಮ್ಯಾಂಟಿಕ್ ಸೀನ್ ಗಳು ಹೈಲೈಟ್ ಆಗಿವೆ. ಮತ್ತೊಂದೆಡೆ ಸಮಂತಾ ಮಾಜಿ ಪತಿ ನಾಗ ಚೈತನ್ಯ ಎರಡನೇ ಬಾರಿಗೆ ಹಸೆಮಣೆ ಏರಿದ್ದಾರೆ. ನಟಿ ಶೋಭಿತಾ ಧೂಳಿಪಾಲ ಜೊತೆ ಸಪ್ತಪದಿ ತುಳಿದಿದ್ದಾರೆ. ಈ ಮದುವೆಯ ಬಗ್ಗೆ ಸಮಂತಾ ಪ್ರತಿಕ್ರಿಯೆ ನೀಡದಿದ್ದರೂ, ಅವರ ಅಭಿಮಾನಿಗಳು ಸಾಮಾಜಿಕ ಜಾಲತಾಣದಲ್ಲಿ ಸಮಂತಾ ಅವರನ್ನು ಬೆಂಬಲಿಸುತ್ತಿದ್ದಾರೆ. ಇದೀಗ ಸಮಂತಾ ಇನ್‌ಸ್ಟಾಗ್ರಾಮ್‌ನಲ್ಲಿ ಹೊಸ ಪೋಸ್ಟ್ ಹಂಚಿಕೊಂಡಿದ್ದು, ಅದು ಸಖತ್ ವೈರಲ್ ಆಗುತ್ತಿದೆ. ಅಭಿಮಾನಿಗಳು ಮತ್ತು ನೆಟ್ಟಿಗರು ಈ ಪೋಸ್ಟ್‌ಗೆ ಕಮೆಂಟ್ ಮೂಲಕ ಪ್ರತಿಕ್ರಿಯೆ ನೀಡುತ್ತಿದ್ದಾರೆ. ಅವರು ಶೀಘ್ರದಲ್ಲೇ ಹೊಸ ಸಿನಿಮಾದಲ್ಲಿ ಕಾಣಿಸಿಕೊಳ್ಳಲಿದ್ದಾರೆ ಎಂದು ವರದಿಯಾಗಿದೆ. ಸಮಂತಾ ಕೊನೆಯದಾಗಿ ಖುಷಿ ಚಿತ್ರದಲ್ಲಿ ವಿಜಯ್ ದೇವರಕೊಂಡ ಜೊತೆ ನಟಿಸಿದ್ದರು. ಸದ್ಯ ಸಮಂತಾ ಮಾಡಿರುವ ಪೋಸ್ಟ್ ವೈರಲ್ ಆಗಿದೆ. — [1167, 406, 1515, 657]
rashi-name: ವೃಷಭ — [79, 2178, 102, 2190]
beauty-title: ಪುರುಷರಿಗೆ ಸೌಂದರ್ಯ ಸಲಹೆ — [8, 1452, 702, 1500]
bad-breath-intro: ಬಾಯಿಯಿಂದ ಕೆಟ್ಟ ವಾಸನೆ ಬರುವುದೂ ಒಂದು ಸಮಸ್ಯೆ. ಇದರಿಂದ ಹಲವಾರು ಜನರು ಮುಜುಗರಕ್ಕೆ ಒಳಗಾಗುತ್ತಾರೆ. ನಿಮಗೂ ಸಹ ಬಾಯಿ ವಾಸನೆ ಸಮಸ್ಯೆಯಿಂದ ಕಿರಿಕಿರಿ ಅನುಭವಿಸುತ್ತಿದ್ದರೆ, ಕೆಲವು ಮನೆಮದ್ದುಗಳನ್ನು ಅನುಸರಿಸಿ. ಪ್ರತಿನಿತ್ಯ ಹಲ್ಲುಜ್ಜುವುದು, ನಾಲಿಗೆ ಸ್ವಚ್ಛಗೊಳಿಸುವುದು, ಸಾಕಷ್ಟು ನೀರು ಕುಡಿಯುವುದರಿಂದ ಬಾಯಿ ವಾಸನೆ ಕಡಿಮೆಯಾಗುತ್ತದೆ. ಮತ್ತು ಬಾಯಿ ಆರೋಗ್ಯ ಕಾಪಾಡಿಕೊಳ್ಳಲು ವೈದ್ಯರನ್ನು ಸಂಪರ್ಕಿಸಿ. ಬಾಯಿಯ ದುರ್ವಾಸನೆ ತಡೆಯಲು ಇಲ್ಲಿದೆ ಕೆಲವು ಸಲಹೆಗಳು. — [18, 812, 285, 927]
rashi-name: ಕಟಕ — [380, 1921, 397, 1933]
rashi-text: ತಾಯಿಯ ಆರೋಗ್ಯದಲ್ಲಿ ವ್ಯತ್ಯಾಸ, ದಾಂಪತ್ಯದಲ್ಲಿ ಮನಸ್ತಾಪ, ವ್ಯಾಪಾರ ವ್ಯವಹಾರದಲ್ಲಿ ಲಾಭ, ಸಾಲ ಬಾಧೆ. — [380, 1921, 579, 1948]
leo-icon: ♌ — [316, 2034, 372, 2091]
rashi-name: ಸಿಂಹ — [380, 2033, 398, 2045]
man-face-photo — [291, 1515, 696, 1895]
bad-breath-para-5: ಒಣ ಕೊತ್ತಂಬರಿ: ಒಣ ಕೊತ್ತಂಬರಿ ಬೀಜ ಸೇವಿಸುವುದರಿಂದ ಬಾಯಿ — [18, 1274, 256, 1287]
rashi-name: ಮಕರ — [655, 2033, 677, 2045]
rashi-text: ದೂರ ಪ್ರಯಾಣ, ಪ್ರಯೋಜನಕ್ಕೆ ಅವಕಾಶ, ಆಯಾಸದ ದಿನ, ಆರ್ಥಿಕ ಹೊಂದಾಣಿಕೆ ಅಗತ್ಯ. — [79, 2178, 254, 2206]
uhc-logo-line-1: INTERNATIONAL — [1130, 2333, 1248, 2348]
rashi-text: ಪಾಲುದಾರಿಕೆಯಿಂದ ಧನಾಗಮನ, ಸಮಾಜದಲ್ಲಿ ಅಧಿಕ ಗೌರವ, ಶುಭ ಕಾರ್ಯದಲ್ಲಿ ಭಾಗವಹಿಸುವಿಕೆ, ಚಿನ್ನಾಭರಣ ಖರೀದಿ. — [380, 2335, 579, 2378]
virgo-icon: ♍ — [316, 2147, 372, 2204]
health-badge-line-2: ಟಿಪ್ಸ್ — [360, 1170, 397, 1194]
uhc-headline — [1067, 1916, 1309, 2058]
sagittarius-icon: ♐ — [591, 1923, 647, 1979]
rashi-kanya: ♍ ಕನ್ಯಾ: ಆರ್ಥಿಕ ಅನುಕೂಲ, ಸ್ಥಿರಾಸ್ತಿ ಮೇಲೆ ಸಾಲ, ಕೋರ್ಟ್ ಕೇಸುಗಳ ಚಿಂತೆ, ವ್ಯವಹಾರದಲ್ಲಿ ಲಾಭ. — [316, 2144, 583, 2251]
rashi-name: ಮೇಷ — [79, 2065, 100, 2077]
samantha-article — [706, 220, 1521, 1070]
samantha-headline — [948, 236, 1515, 382]
wonderla-headline-line-1: ಕ್ರಿಸ್ಮಸ್ ಮತ್ತು ಹೊಸ ವರ್ಷ ಸಂಭ್ರಮಕ್ಕಾಗಿ — [889, 1090, 1338, 1130]
rashi-kataka: ♋ ಕಟಕ: ತಾಯಿಯ ಆರೋಗ್ಯದಲ್ಲಿ ವ್ಯತ್ಯಾಸ, ದಾಂಪತ್ಯದಲ್ಲಿ ಮನಸ್ತಾಪ, ವ್ಯಾಪಾರ ವ್ಯವಹಾರದಲ್ಲಿ ಲಾಭ, ಸಾಲ ಬಾಧೆ. — [316, 1919, 583, 2026]
rashi-dhanus: ♐ ಧನಸ್ಸು: ಸಾಲದ ಚಿಂತೆಗಳು, ಗೌರವ ಮತ್ತು ಕೀರ್ತಿಯ ಅನುಕೂಲ, ಅನಾರೋಗ್ಯದಿಂದ ಮುಕ್ತಿ. — [591, 1919, 838, 2026]
masthead — [0, 0, 308, 212]
